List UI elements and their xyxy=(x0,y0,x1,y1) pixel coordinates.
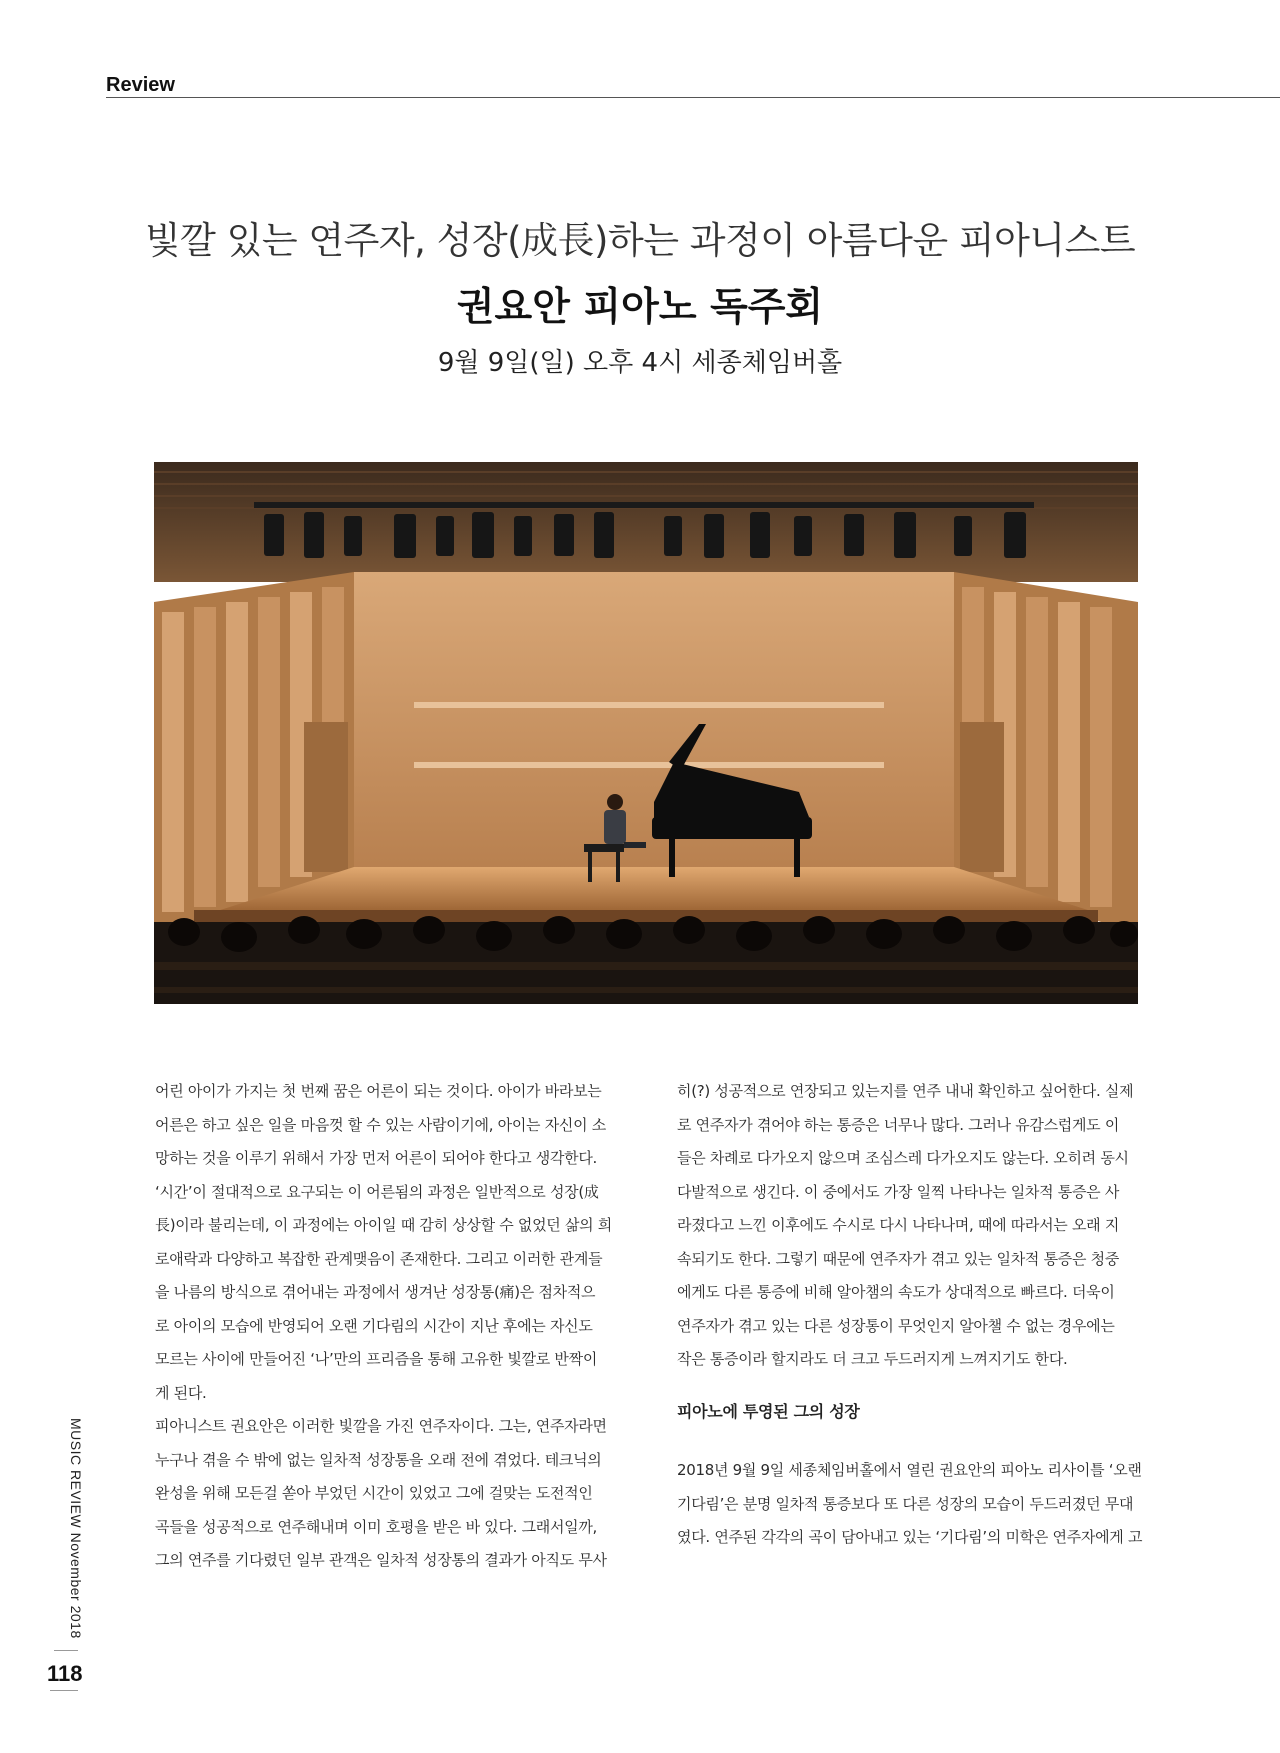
paragraph-line: 로 아이의 모습에 반영되어 오랜 기다림의 시간이 지난 후에는 자신도 xyxy=(155,1316,593,1335)
paragraph-line: 게 된다. xyxy=(155,1383,207,1402)
paragraph-line: 2018년 9월 9일 세종체임버홀에서 열린 권요안의 피아노 리사이틀 ‘오랜 xyxy=(677,1461,1142,1479)
paragraph-line: 들은 차례로 다가오지 않으며 조심스레 다가오지도 않는다. 오히려 동시 xyxy=(677,1149,1129,1167)
paragraph-line: 다발적으로 생긴다. 이 중에서도 가장 일찍 나타나는 일차적 통증은 사 xyxy=(677,1182,1120,1201)
paragraph-line: 피아니스트 권요안은 이러한 빛깔을 가진 연주자이다. 그는, 연주자라면 xyxy=(155,1417,607,1435)
paragraph-line: 기다림’은 분명 일차적 통증보다 또 다른 성장의 모습이 두드러졌던 무대 xyxy=(677,1494,1134,1513)
article-column-left xyxy=(155,1075,621,1578)
paragraph-line: 작은 통증이라 할지라도 더 크고 두드러지게 느껴지기도 한다. xyxy=(677,1350,1068,1368)
paragraph-line: 였다. 연주된 각각의 곡이 담아내고 있는 ‘기다림’의 미학은 연주자에게 고 xyxy=(677,1528,1143,1546)
article-column-right xyxy=(677,1075,1143,1555)
section-label: Review xyxy=(106,74,175,96)
section-subheading: 피아노에 투영된 그의 성장 xyxy=(677,1401,860,1421)
article-title: 권요안 피아노 독주회 xyxy=(456,285,824,330)
paragraph-line: 곡들을 성공적으로 연주해내며 이미 호평을 받은 바 있다. 그래서일까, xyxy=(155,1517,598,1536)
paragraph-line: 에게도 다른 통증에 비해 알아챔의 속도가 상대적으로 빠르다. 더욱이 xyxy=(677,1283,1115,1301)
paragraph-line: 로 연주자가 겪어야 하는 통증은 너무나 많다. 그러나 유감스럽게도 이 xyxy=(677,1115,1120,1134)
sidebar-rule xyxy=(54,1650,78,1651)
paragraph-line: 모르는 사이에 만들어진 ‘나’만의 프리즘을 통해 고유한 빛깔로 반짝이 xyxy=(155,1350,598,1368)
paragraph-line: ‘시간’이 절대적으로 요구되는 이 어른됨의 과정은 일반적으로 성장(成 xyxy=(155,1182,599,1201)
page-number: 118 xyxy=(47,1661,83,1686)
paragraph-line: 라졌다고 느낀 이후에도 수시로 다시 나타나며, 때에 따라서는 오래 지 xyxy=(677,1216,1120,1234)
paragraph-line: 長)이라 불리는데, 이 과정에는 아이일 때 감히 상상할 수 없었던 삶의 희 xyxy=(155,1216,613,1234)
paragraph-line: 히(?) 성공적으로 연장되고 있는지를 연주 내내 확인하고 싶어한다. 실제 xyxy=(677,1082,1134,1100)
page-number-rule xyxy=(50,1690,78,1691)
paragraph-line: 어른은 하고 싶은 일을 마음껏 할 수 있는 사람이기에, 아이는 자신이 소 xyxy=(155,1115,606,1134)
paragraph-line: 을 나름의 방식으로 겪어내는 과정에서 생겨난 성장통(痛)은 점차적으 xyxy=(155,1283,596,1301)
paragraph-line: 로애락과 다양하고 복잡한 관계맺음이 존재한다. 그리고 이러한 관계들 xyxy=(155,1249,603,1268)
magazine-issue-caption: MUSIC REVIEW November 2018 xyxy=(68,1418,84,1639)
paragraph-line: 어린 아이가 가지는 첫 번째 꿈은 어른이 되는 것이다. 아이가 바라보는 xyxy=(155,1082,602,1100)
event-date: 9월 9일(일) 오후 4시 세종체임버홀 xyxy=(437,348,843,378)
paragraph-line: 연주자가 겪고 있는 다른 성장통이 무엇인지 알아챌 수 없는 경우에는 xyxy=(677,1316,1115,1335)
paragraph-line: 속되기도 한다. 그렇기 때문에 연주자가 겪고 있는 일차적 통증은 청중 xyxy=(677,1249,1120,1268)
article-subtitle: 빛깔 있는 연주자, 성장(成長)하는 과정이 아름다운 피아니스트 xyxy=(144,219,1136,262)
paragraph-line: 누구나 겪을 수 밖에 없는 일차적 성장통을 오래 전에 겪었다. 테크닉의 xyxy=(155,1450,602,1469)
paragraph-line: 그의 연주를 기다렸던 일부 관객은 일차적 성장통의 결과가 아직도 무사 xyxy=(155,1551,607,1569)
paragraph-line: 망하는 것을 이루기 위해서 가장 먼저 어른이 되어야 한다고 생각한다. xyxy=(155,1149,598,1167)
concert-photo xyxy=(154,462,1138,1004)
header-rule xyxy=(106,97,1280,98)
paragraph-line: 완성을 위해 모든걸 쏟아 부었던 시간이 있었고 그에 걸맞는 도전적인 xyxy=(155,1484,593,1502)
